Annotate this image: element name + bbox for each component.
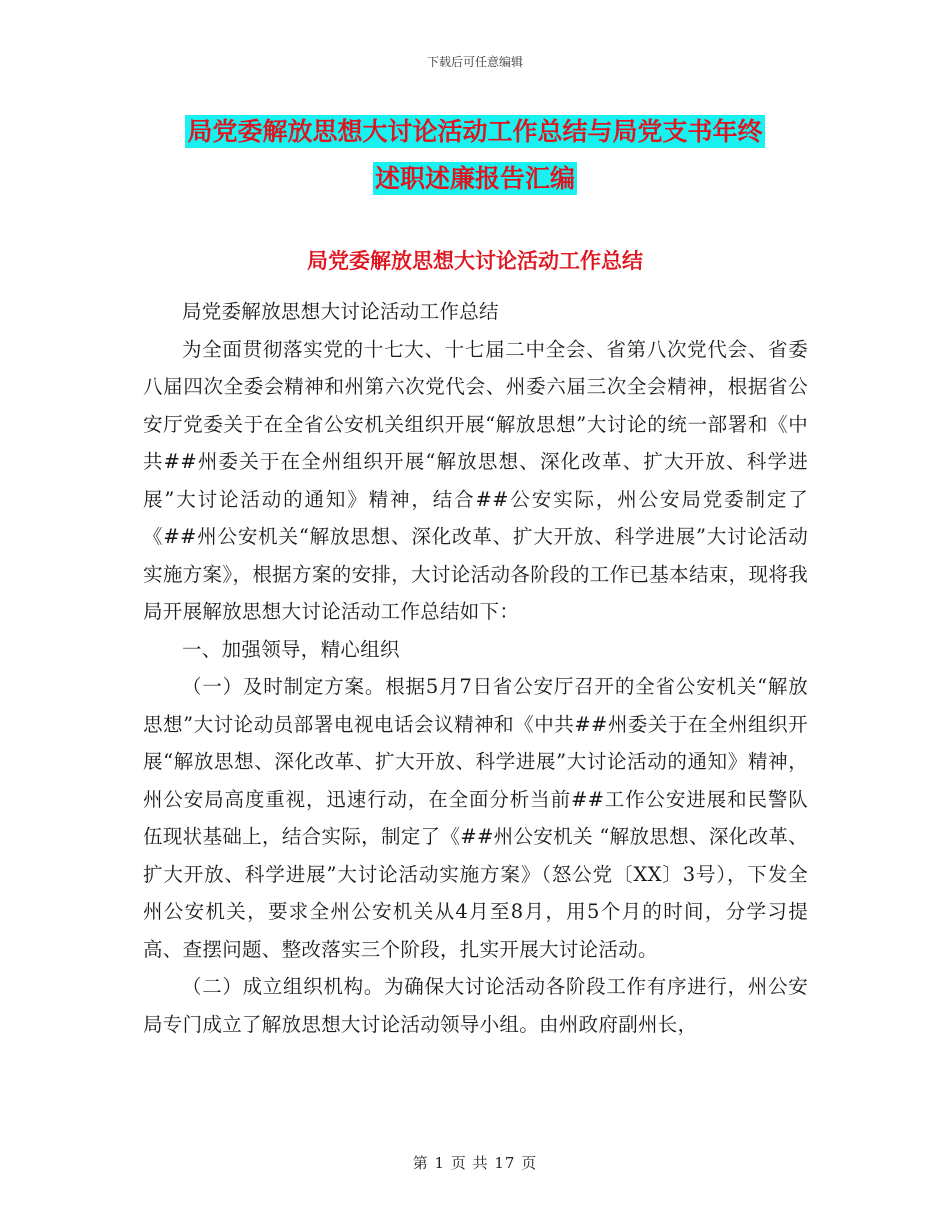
document-title-line2: 述职述廉报告汇编 bbox=[374, 164, 575, 193]
paragraph-intro: 为全面贯彻落实党的十七大、十七届二中全会、省第八次党代会、省委八届四次全委会精神和州第六次党代会、州委六届三次全会精神，根据省公安厅党委关于在全省公安机关组织开展“解放思想”大讨论的统一部署和《中共##州委关于在全州组织开展“解放思想、深化改革、扩大开放、科学进展”大讨论活动的通知》精神，结合##公安实际，州公安局党委制定了《##州公安机关“解放思想、深化改革、扩大开放、科学进展”大讨论活动实施方案》，根据方案的安排，大讨论活动各阶段的工作已基本结束，现将我局开展解放思想大讨论活动工作总结如下： bbox=[143, 337, 808, 623]
document-title bbox=[140, 108, 810, 202]
paragraph-heading-1: 一、加强领导，精心组织 bbox=[182, 637, 400, 661]
page-number-footer: 第 1 页 共 17 页 bbox=[412, 1154, 538, 1172]
paragraph-item-2: （二）成立组织机构。为确保大讨论活动各阶段工作有序进行，州公安局专门成立了解放思想大讨论活动领导小组。由州政府副州长， bbox=[143, 975, 808, 1036]
document-body bbox=[143, 293, 808, 1043]
paragraph-subtitle: 局党委解放思想大讨论活动工作总结 bbox=[182, 300, 499, 323]
header-note: 下载后可任意编辑 bbox=[426, 55, 523, 69]
paragraph-item-1: （一）及时制定方案。根据5月7日省公安厅召开的全省公安机关“解放思想”大讨论动员部署电视电话会议精神和《中共##州委关于在全州组织开展“解放思想、深化改革、扩大开放、科学进展”大讨论活动的通知》精神，州公安局高度重视，迅速行动，在全面分析当前##工作公安进展和民警队伍现状基础上，结合实际，制定了《##州公安机关 “解放思想、深化改革、扩大开放、科学进展”大讨论活动实施方案》（怒公党〔XX〕3号），下发全州公安机关，要求全州公安机关从4月至8月，用5个月的时间，分学习提高、查摆问题、整改落实三个阶段，扎实开展大讨论活动。 bbox=[143, 675, 808, 961]
document-title-line1: 局党委解放思想大讨论活动工作总结与局党支书年终 bbox=[187, 117, 763, 146]
section-title: 局党委解放思想大讨论活动工作总结 bbox=[307, 248, 643, 273]
